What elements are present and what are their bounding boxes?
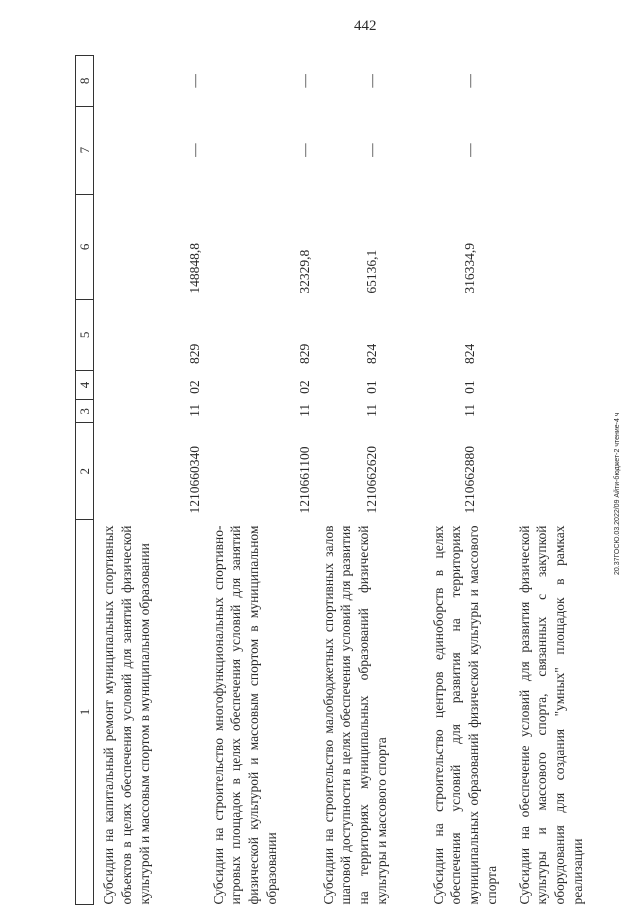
- table-header-row: [76, 56, 94, 905]
- row-expense-type: 824: [461, 343, 477, 365]
- row-expense-type: 824: [363, 343, 379, 365]
- header-col-2: 2: [76, 423, 94, 520]
- row-col7: —: [363, 143, 379, 157]
- table-row: [204, 56, 314, 905]
- row-col7: —: [186, 143, 202, 157]
- row-expense-type: 829: [186, 343, 202, 365]
- table-row: [314, 56, 424, 905]
- table-row: [510, 56, 587, 905]
- row-description: Субсидии на строительство малобюджетных спортивных залов шаговой доступности в целях обеспечения условий для развития на территориях муниципальных образований физической культуры и массового спорта: [320, 525, 390, 905]
- header-col-5: 5: [76, 300, 94, 370]
- row-section: 11: [461, 403, 477, 417]
- table-row: [424, 56, 510, 905]
- header-col-3: 3: [76, 400, 94, 423]
- row-expense-type: [510, 300, 587, 370]
- row-amount: 316334,9: [461, 242, 477, 294]
- row-section: [510, 400, 587, 423]
- row-description: Субсидии на капитальный ремонт муниципальных спортивных объектов в целях обеспечения условий для занятий физической культурой и массовым спортом в муниципальном образовании: [101, 525, 152, 905]
- row-description: Субсидии на строительство многофункциональных спортивно-игровых площадок в целях обеспечения условий для занятий физической культурой и массовым спортом в муниципальном образовании: [210, 525, 280, 905]
- header-col-1: 1: [76, 520, 94, 905]
- page-number: 442: [354, 18, 377, 34]
- row-col8: —: [363, 74, 379, 88]
- row-amount: 148848,8: [186, 242, 202, 294]
- row-col8: —: [296, 74, 312, 88]
- row-code: 1210662880: [461, 446, 477, 514]
- header-col-8: 8: [76, 56, 94, 107]
- row-col7: —: [461, 143, 477, 157]
- row-col7: —: [296, 143, 312, 157]
- header-col-4: 4: [76, 370, 94, 400]
- header-col-6: 6: [76, 194, 94, 299]
- header-col-7: 7: [76, 106, 94, 194]
- row-col7: [510, 106, 587, 194]
- row-code: 1210661100: [296, 446, 312, 514]
- row-code: 1210662620: [363, 446, 379, 514]
- row-section: 11: [363, 403, 379, 417]
- row-subsection: [510, 370, 587, 400]
- rotated-page: [0, 55, 586, 905]
- budget-table: [75, 55, 587, 905]
- side-note: 20.37ГОСЮ.03.2022/09 Aйти-бюджет-2 чтение-4 ч: [614, 412, 621, 575]
- row-subsection: 01: [461, 380, 477, 394]
- row-amount: 32329,8: [296, 249, 312, 294]
- row-expense-type: 829: [296, 343, 312, 365]
- row-section: 11: [296, 403, 312, 417]
- row-col8: —: [461, 74, 477, 88]
- row-section: 11: [186, 403, 202, 417]
- row-col8: —: [186, 74, 202, 88]
- row-code: [510, 423, 587, 520]
- row-subsection: 02: [186, 380, 202, 394]
- table-row: [94, 56, 204, 905]
- row-description: Субсидии на обеспечение условий для развития физической культуры и массового спорта, связанных с закупкой оборудования для создания "умных" площадок в рамках реализации: [516, 525, 586, 905]
- row-code: 1210660340: [186, 446, 202, 514]
- row-description: Субсидии на строительство центров единоборств в целях обеспечения условий для развития на территориях муниципальных образований физической культуры и массового спорта: [430, 525, 500, 905]
- row-subsection: 01: [363, 380, 379, 394]
- row-col8: [510, 56, 587, 107]
- row-amount: 65136,1: [363, 249, 379, 294]
- row-amount: [510, 194, 587, 299]
- row-subsection: 02: [296, 380, 312, 394]
